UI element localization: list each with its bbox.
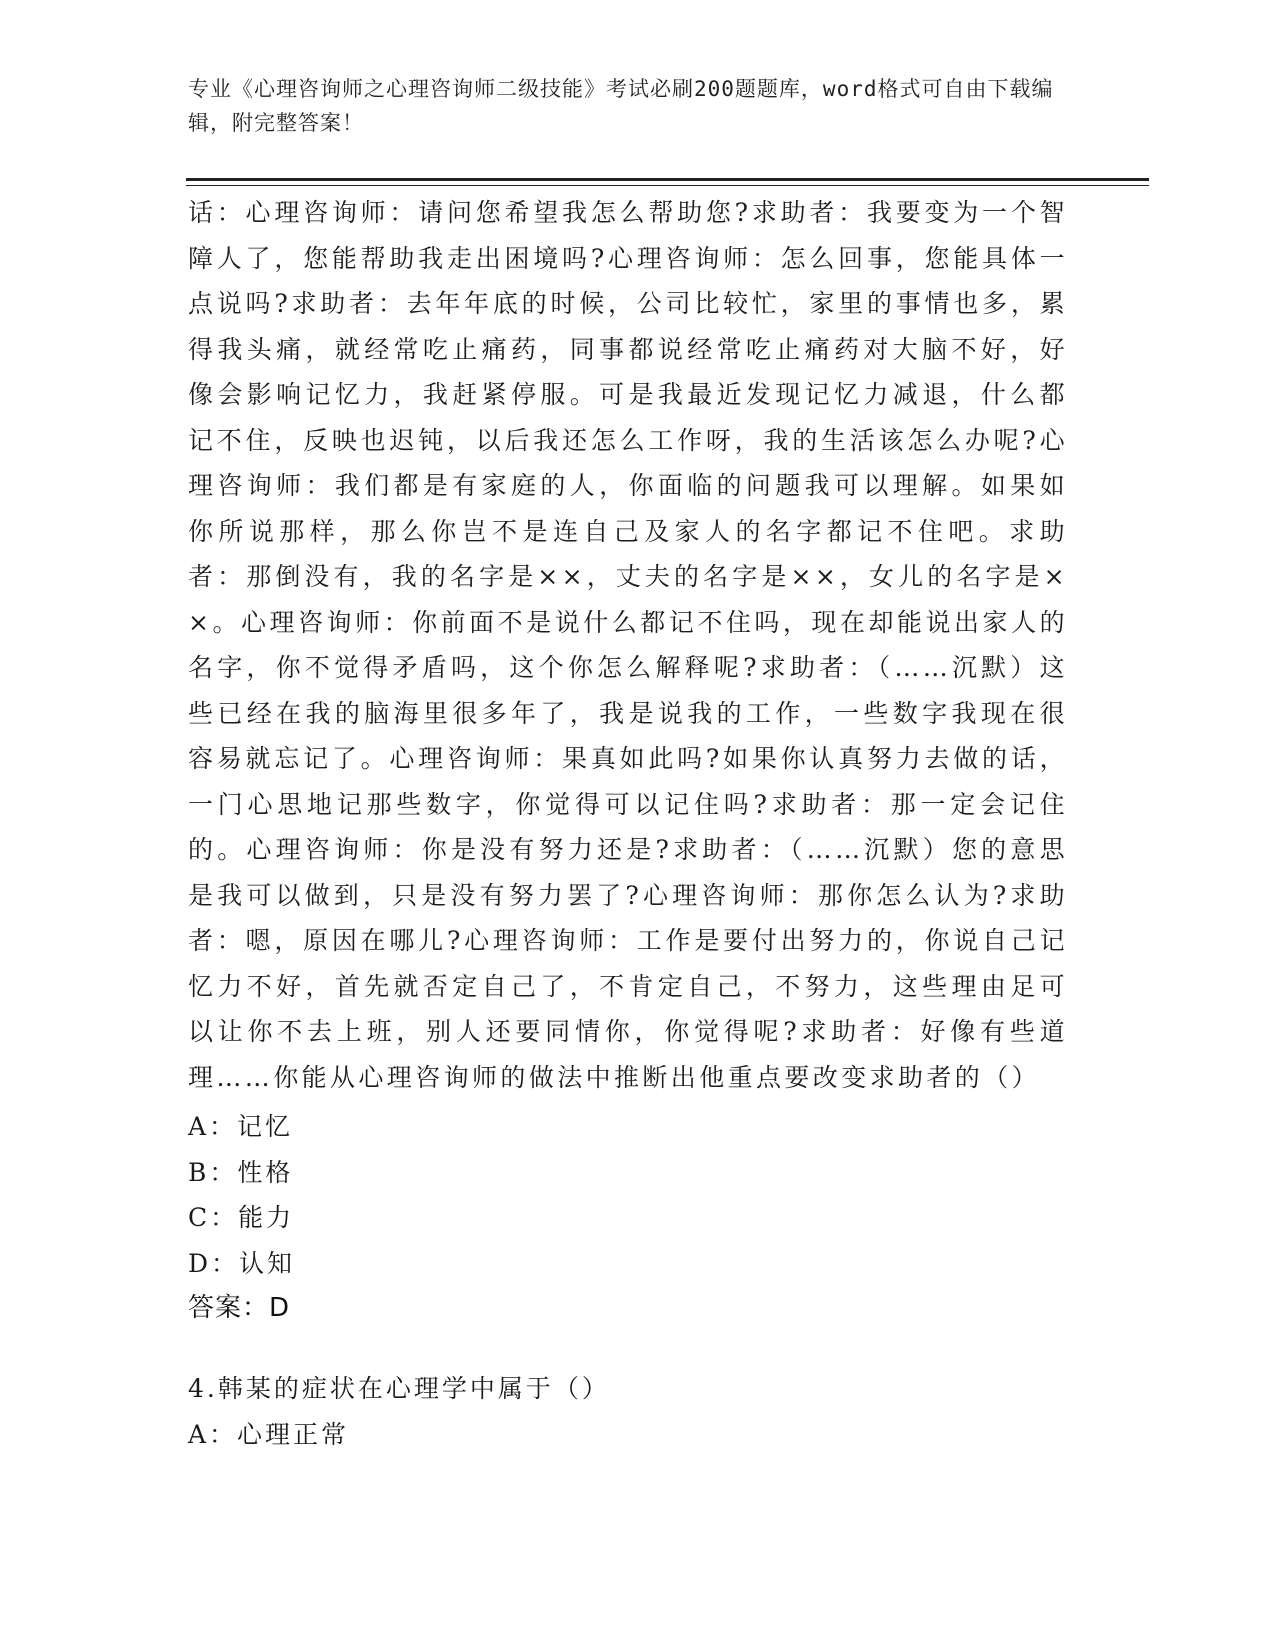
header-divider-thin xyxy=(186,185,1149,186)
question-3-stem: 话：心理咨询师：请问您希望我怎么帮助您?求助者：我要变为一个智障人了，您能帮助我走出困境吗?心理咨询师：怎么回事，您能具体一点说吗?求助者：去年年底的时候，公司比较忙，家里的事情也多，累得我头痛，就经常吃止痛药，同事都说经常吃止痛药对大脑不好，好像会影响记忆力，我赶紧停服。可是我最近发现记忆力减退，什么都记不住，反映也迟钝，以后我还怎么工作呀，我的生活该怎么办呢?心理咨询师：我们都是有家庭的人，你面临的问题我可以理解。如果如你所说那样，那么你岂不是连自己及家人的名字都记不住吧。求助者：那倒没有，我的名字是××，丈夫的名字是××，女儿的名字是××。心理咨询师：你前面不是说什么都记不住吗，现在却能说出家人的名字，你不觉得矛盾吗，这个你怎么解释呢?求助者：（……沉默）这些已经在我的脑海里很多年了，我是说我的工作，一些数字我现在很容易就忘记了。心理咨询师：果真如此吗?如果你认真努力去做的话，一门心思地记那些数字，你觉得可以记住吗?求助者：那一定会记住的。心理咨询师：你是没有努力还是?求助者：（……沉默）您的意思是我可以做到，只是没有努力罢了?心理咨询师：那你怎么认为?求助者：嗯，原因在哪儿?心理咨询师：工作是要付出努力的，你说自己记忆力不好，首先就否定自己了，不肯定自己，不努力，这些理由足可以让你不去上班，别人还要同情你，你觉得呢?求助者：好像有些道理……你能从心理咨询师的做法中推断出他重点要改变求助者的（） xyxy=(188,198,1068,1092)
question-4-stem: 4.韩某的症状在心理学中属于（） xyxy=(188,1374,610,1403)
option-d: D：认知 xyxy=(188,1248,296,1278)
option-b: B：性格 xyxy=(188,1157,294,1187)
header-divider-thick xyxy=(186,178,1149,181)
option-a: A：记忆 xyxy=(188,1112,294,1141)
document-header: 专业《心理咨询师之心理咨询师二级技能》考试必刷200题题库，word格式可自由下载编辑，附完整答案！ xyxy=(188,77,1054,135)
question-4-option-a: A：心理正常 xyxy=(188,1419,350,1449)
option-c: C：能力 xyxy=(188,1203,295,1232)
question-3-answer: 答案：D xyxy=(188,1293,291,1323)
question-4 xyxy=(188,1366,610,1457)
question-3-options xyxy=(188,1104,295,1286)
